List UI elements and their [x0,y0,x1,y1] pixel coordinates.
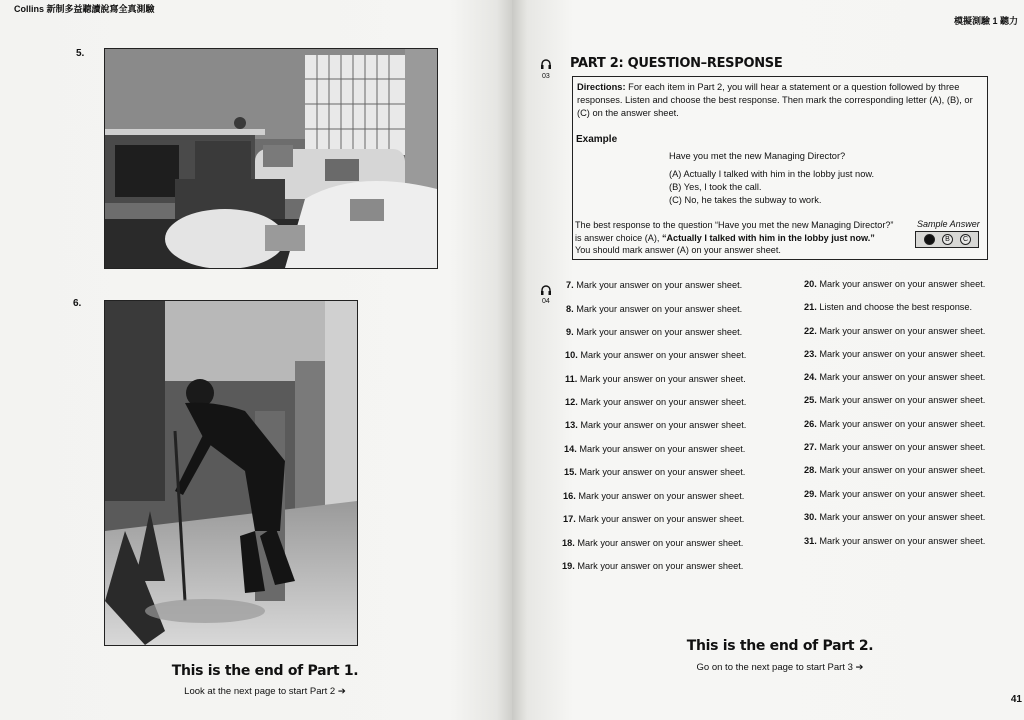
question-item [804,442,985,452]
example-question: Have you met the new Managing Director? [669,151,846,161]
question-item [804,512,985,522]
explanation-line-1: The best response to the question “Have you met the new Managing Director?” [575,220,894,230]
question-item [565,397,746,407]
right-page [512,0,1024,720]
question-text: Mark your answer on your answer sheet. [819,349,986,359]
question-number: 20. [804,279,817,289]
question-item [562,561,743,571]
question-number: 10. [565,350,578,360]
question-number: 9. [566,327,574,337]
question-number: 26. [804,419,817,429]
question-text: Mark your answer on your answer sheet. [578,491,745,501]
question-number: 13. [565,420,578,430]
question-item [804,419,985,429]
question-item [804,536,985,546]
question-text: Mark your answer on your answer sheet. [819,536,986,546]
question-item [562,538,743,548]
question-6-number: 6. [73,298,82,309]
question-text: Mark your answer on your answer sheet. [819,395,986,405]
living-room-illustration [105,49,437,268]
question-number: 7. [566,280,574,290]
question-text: Mark your answer on your answer sheet. [579,467,746,477]
question-number: 27. [804,442,817,452]
book-title-header: Collins 新制多益聽讀說寫全真測驗 [14,4,155,14]
question-text: Mark your answer on your answer sheet. [819,512,986,522]
part1-end-title: This is the end of Part 1. [171,663,359,679]
question-number: 11. [565,374,578,384]
question-text: Mark your answer on your answer sheet. [819,419,986,429]
question-item [804,465,985,475]
question-item [804,489,985,499]
question-number: 28. [804,465,817,475]
question-item [565,350,746,360]
living-room-photo [104,48,438,269]
bubble-b: B [942,234,953,245]
audio-track-number: 03 [542,73,550,80]
question-text: Mark your answer on your answer sheet. [579,374,746,384]
question-item [566,280,742,290]
question-text: Mark your answer on your answer sheet. [580,350,747,360]
question-text: Mark your answer on your answer sheet. [819,465,986,475]
explanation-line-2-pre: is answer choice (A), [575,232,662,243]
question-text: Mark your answer on your answer sheet. [580,420,747,430]
audio-track-number: 04 [542,298,550,305]
sample-answer-label: Sample Answer [917,219,980,229]
question-item [564,444,745,454]
question-number: 23. [804,349,817,359]
example-label: Example [576,134,618,145]
explanation-line-3: You should mark answer (A) on your answer sheet. [575,245,781,255]
question-number: 15. [564,467,577,477]
question-item [804,395,985,405]
question-item [566,304,742,314]
section-header: 模擬測驗 1 聽力 [953,16,1018,26]
question-number: 21. [804,302,817,312]
question-text: Mark your answer on your answer sheet. [819,372,986,382]
question-text: Mark your answer on your answer sheet. [577,538,744,548]
question-text: Mark your answer on your answer sheet. [576,304,743,314]
question-number: 18. [562,538,575,548]
cleaner-illustration [105,301,357,645]
question-item [564,467,745,477]
directions-body: For each item in Part 2, you will hear a statement or a question followed by three responses. Listen and choose the best response. Then mark the corresponding letter (A), (B), or (C) on the answer sheet. [577,82,973,118]
part2-next-instruction: Go on to the next page to start Part 3 ➔ [696,662,864,673]
question-item [563,491,744,501]
question-text: Mark your answer on your answer sheet. [579,444,746,454]
question-number: 22. [804,326,817,336]
question-text: Mark your answer on your answer sheet. [580,397,747,407]
question-item [565,374,746,384]
question-number: 31. [804,536,817,546]
question-number: 16. [563,491,576,501]
question-text: Mark your answer on your answer sheet. [578,514,745,524]
question-5-number: 5. [76,48,85,59]
question-text: Mark your answer on your answer sheet. [577,561,744,571]
question-number: 14. [564,444,577,454]
question-number: 19. [562,561,575,571]
question-item [804,372,985,382]
question-number: 12. [565,397,578,407]
question-text: Mark your answer on your answer sheet. [576,327,743,337]
question-number: 29. [804,489,817,499]
question-number: 25. [804,395,817,405]
example-option-b: (B) Yes, I took the call. [669,182,762,192]
question-text: Listen and choose the best response. [819,302,973,312]
explanation-line-2-bold: “Actually I talked with him in the lobby just now.” [661,232,875,243]
question-item [804,349,985,359]
question-text: Mark your answer on your answer sheet. [819,442,986,452]
question-text: Mark your answer on your answer sheet. [819,489,986,499]
page-number: 41 [1010,694,1022,705]
cleaner-photo [104,300,358,646]
example-option-c: (C) No, he takes the subway to work. [669,195,822,205]
question-number: 8. [566,304,574,314]
question-number: 30. [804,512,817,522]
question-list [512,0,1024,720]
part1-next-instruction: Look at the next page to start Part 2 ➔ [184,686,346,697]
question-item [566,327,742,337]
question-number: 17. [563,514,576,524]
question-text: Mark your answer on your answer sheet. [576,280,743,290]
question-item [565,420,746,430]
question-text: Mark your answer on your answer sheet. [819,326,986,336]
question-item [804,279,985,289]
bubble-c: C [960,234,971,245]
part2-end-title: This is the end of Part 2. [686,638,874,654]
question-number: 24. [804,372,817,382]
question-item [563,514,744,524]
part2-title: PART 2: QUESTION–RESPONSE [570,56,783,71]
question-item [804,302,972,312]
question-text: Mark your answer on your answer sheet. [819,279,986,289]
question-item [804,326,985,336]
example-option-a: (A) Actually I talked with him in the lobby just now. [669,169,875,179]
directions-label: Directions: [577,82,626,92]
